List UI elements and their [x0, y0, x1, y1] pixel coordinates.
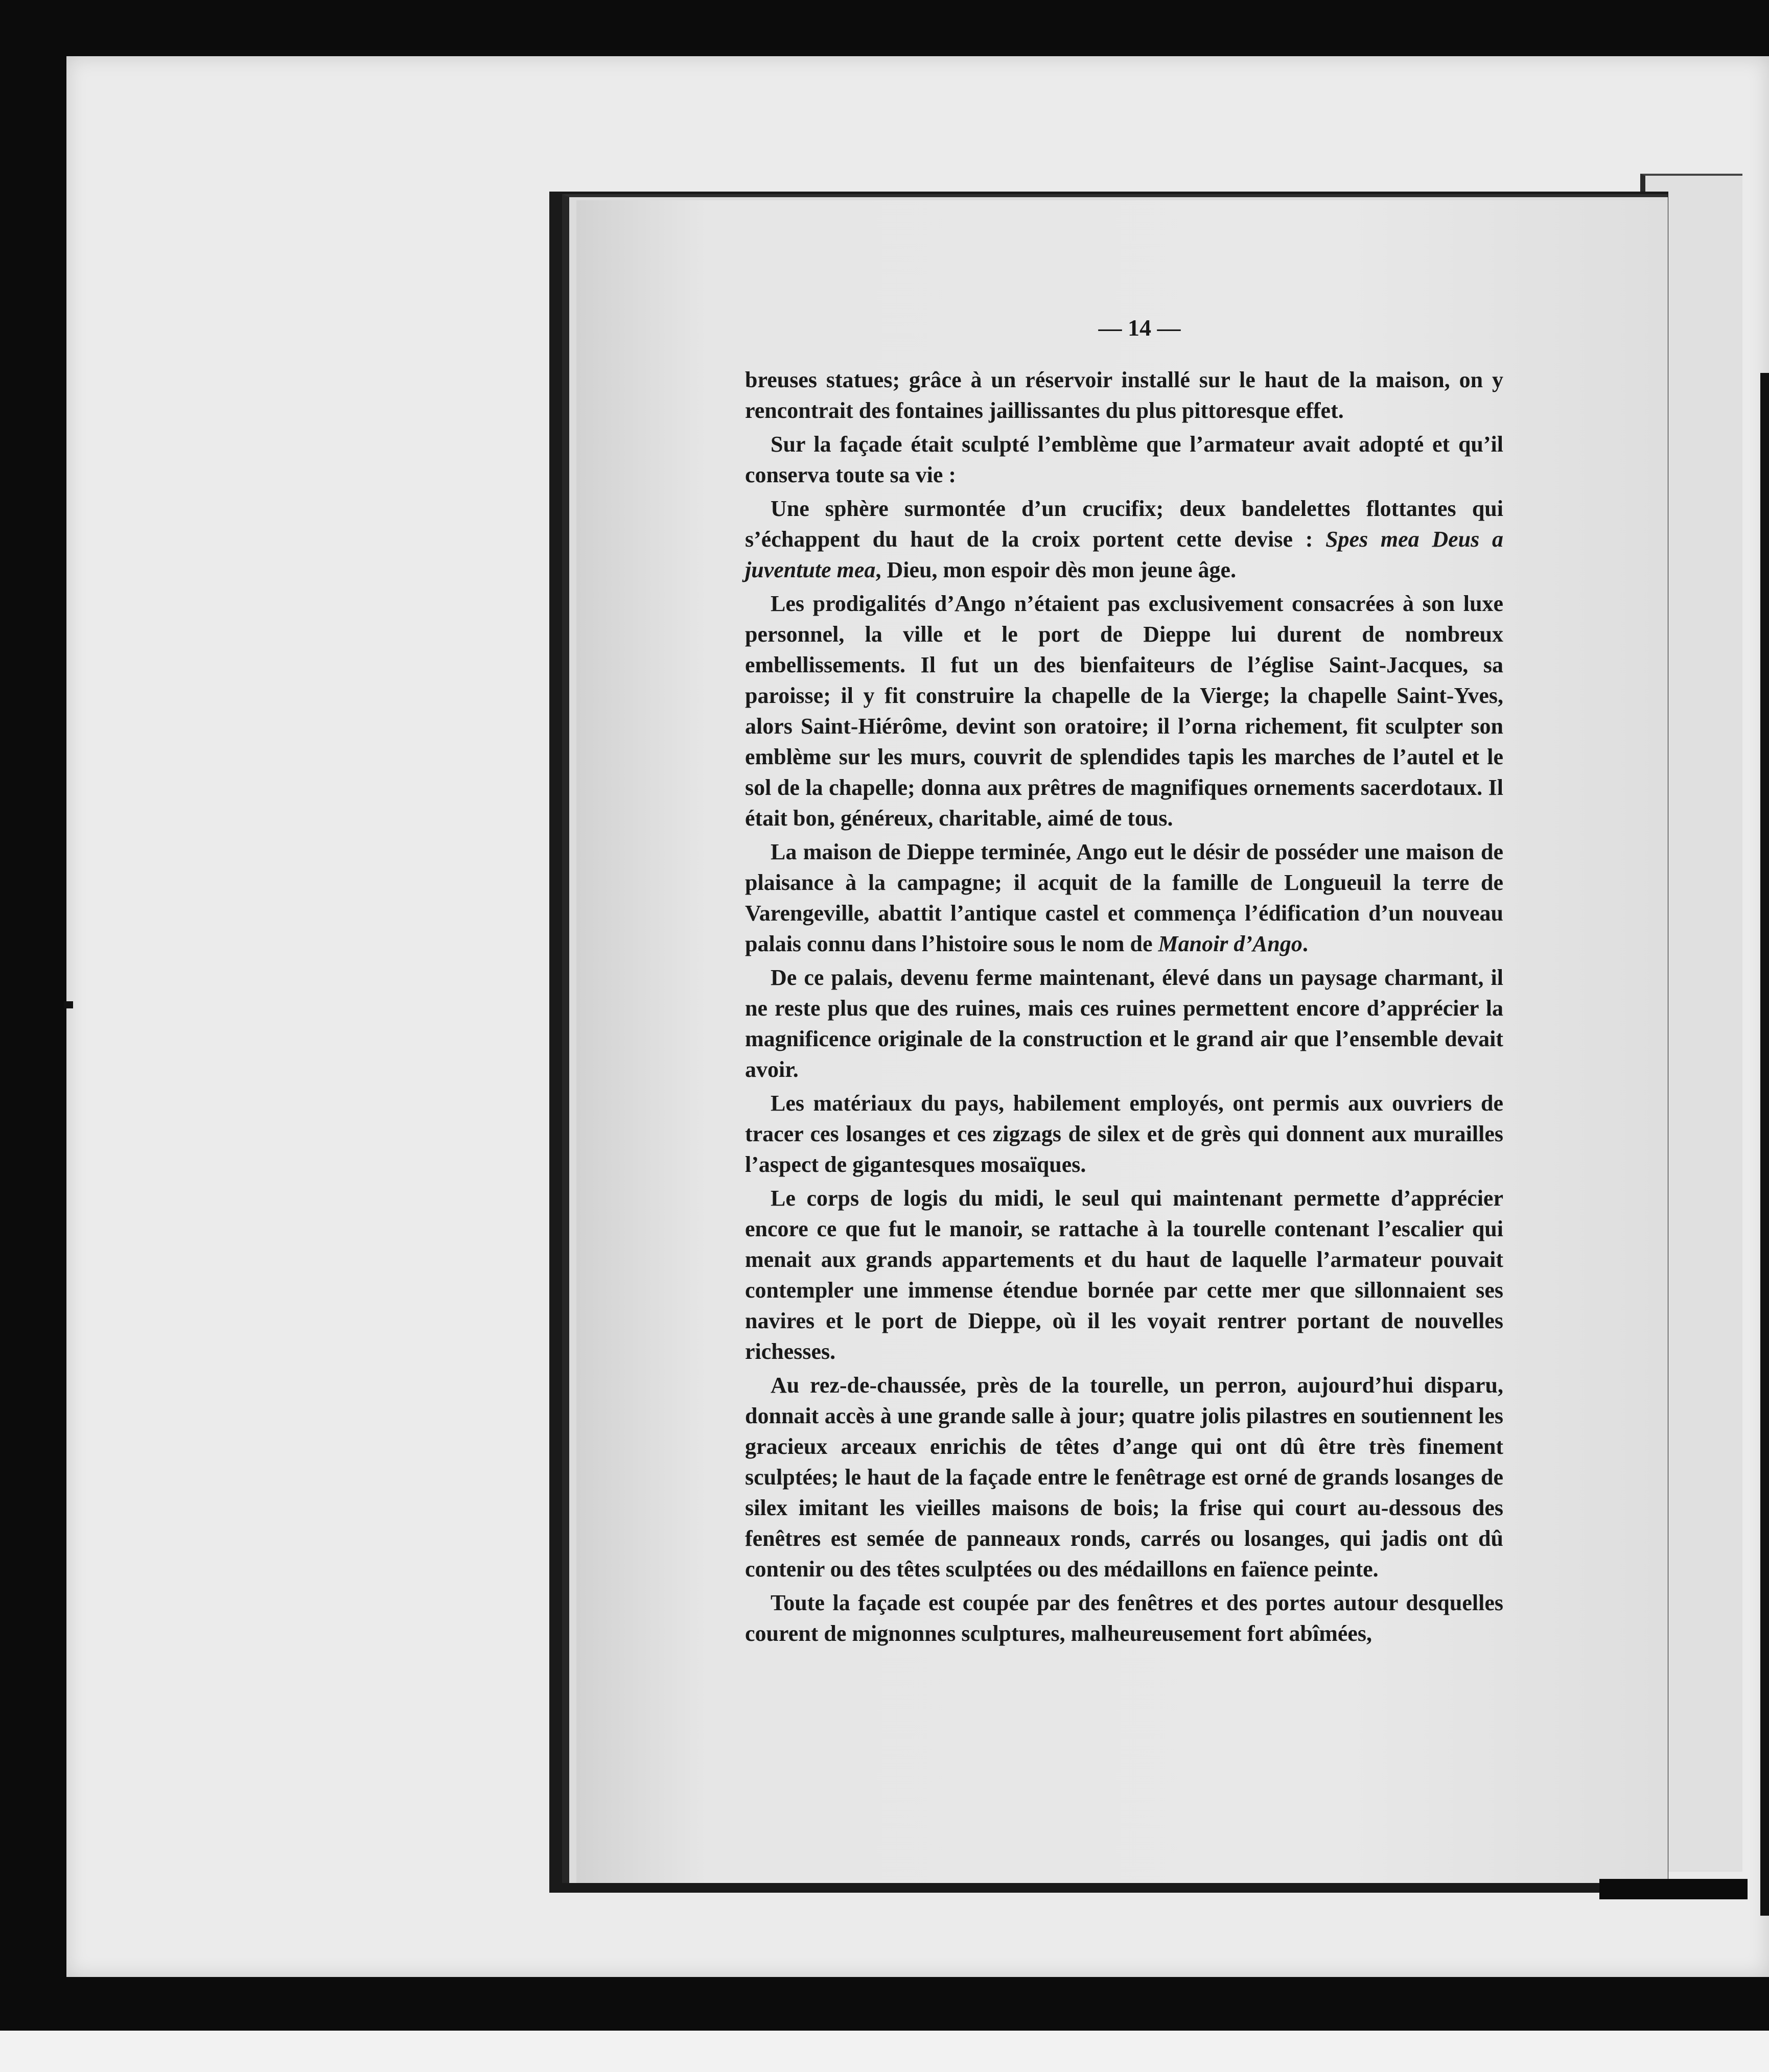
frame-mark — [64, 1001, 73, 1008]
page-number: — 14 — — [1098, 315, 1181, 341]
paragraph-text: Les matériaux du pays, habilement employés, ont permis aux ouvriers de tracer ces losanges et ces zigzags de silex et de grès qui donnent aux murailles l’aspect de gigantesques mosaïques. — [745, 1091, 1503, 1177]
paragraph-text: breuses statues; grâce à un réservoir installé sur le haut de la maison, on y rencontrait des fontaines jaillissantes du plus pittoresque effet. — [745, 367, 1503, 423]
paragraph — [745, 588, 1503, 834]
paragraph-text: Une sphère surmontée d’un crucifix; deux bandelettes flottantes qui s’échappent du haut de la croix portent cette devise : — [745, 496, 1503, 552]
manor-name: Manoir d’Ango — [1158, 931, 1302, 956]
paragraph-text: La maison de Dieppe terminée, Ango eut le désir de posséder une maison de plaisance à la campagne; il acquit de la famille de Longueuil la terre de Varengeville, abattit l’antique castel et commença l’édification d’un nouveau palais connu dans l’histoire sous le nom de — [745, 839, 1503, 956]
paragraph-text: , Dieu, mon espoir dès mon jeune âge. — [875, 557, 1237, 582]
facing-page-shadow — [1760, 373, 1769, 1916]
paragraph — [745, 1183, 1503, 1367]
paragraph-text: Les prodigalités d’Ango n’étaient pas exclusivement consacrées à son luxe personnel, la ville et le port de Dieppe lui durent de nombreux embellissements. Il fut un des bienfaiteurs de l’église Saint-Jacques, sa paroisse; il y fit construire la chapelle de la Vierge; la chapelle Saint-Yves, alors Saint-Hiérôme, devint son oratoire; il l’orna richement, fit sculpter son emblème sur les murs, couvrit de splendides tapis les marches de l’autel et le sol de la chapelle; donna aux prêtres de magnifiques ornements sacerdotaux. Il était bon, généreux, charitable, aimé de tous. — [745, 591, 1503, 831]
paragraph — [745, 493, 1503, 585]
frame-bottom-strip — [0, 2031, 1769, 2072]
paragraph — [745, 1088, 1503, 1180]
paragraph-text: Toute la façade est coupée par des fenêtres et des portes autour desquelles courent de mignonnes sculptures, malheureusement fort abîmées, — [745, 1590, 1503, 1646]
paragraph-text: De ce palais, devenu ferme maintenant, élevé dans un paysage charmant, il ne reste plus que des ruines, mais ces ruines permettent encore d’apprécier la magnificence originale de la construction et le grand air que l’ensemble devait avoir. — [745, 965, 1503, 1082]
motto-latin: Spes mea Deus a juventute mea — [745, 527, 1503, 582]
paragraph — [745, 837, 1503, 959]
page-tab-mark — [1599, 1879, 1748, 1899]
paragraph-text: Sur la façade était sculpté l’emblème que l’armateur avait adopté et qu’il conserva toute sa vie : — [745, 432, 1503, 487]
paragraph — [745, 429, 1503, 490]
paragraph-text: Le corps de logis du midi, le seul qui maintenant permette d’apprécier encore ce que fut le manoir, se rattache à la tourelle contenant l’escalier qui menait aux grands appartements et du haut de laquelle l’armateur pouvait contempler une immense étendue bornée par cette mer que sillonnaient ses navires et le port de Dieppe, où il les voyait rentrer portant de nouvelles richesses. — [745, 1186, 1503, 1364]
paragraph-text: . — [1302, 931, 1308, 956]
paragraph — [745, 1588, 1503, 1649]
paragraph — [745, 365, 1503, 426]
paragraph-text: Au rez-de-chaussée, près de la tourelle, un perron, aujourd’hui disparu, donnait accès à une grande salle à jour; quatre jolis pilastres en soutiennent les gracieux arceaux enrichis de têtes d’ange qui ont dû être très finement sculptées; le haut de la façade entre le fenêtrage est orné de grands losanges de silex imitant les vieilles maisons de bois; la frise qui court au-dessous des fenêtres est semée de panneaux ronds, carrés ou losanges, qui jadis ont dû contenir ou des têtes sculptées ou des médaillons en faïence peinte. — [745, 1373, 1503, 1582]
body-text — [745, 365, 1503, 1652]
paragraph — [745, 962, 1503, 1085]
paragraph — [745, 1370, 1503, 1585]
